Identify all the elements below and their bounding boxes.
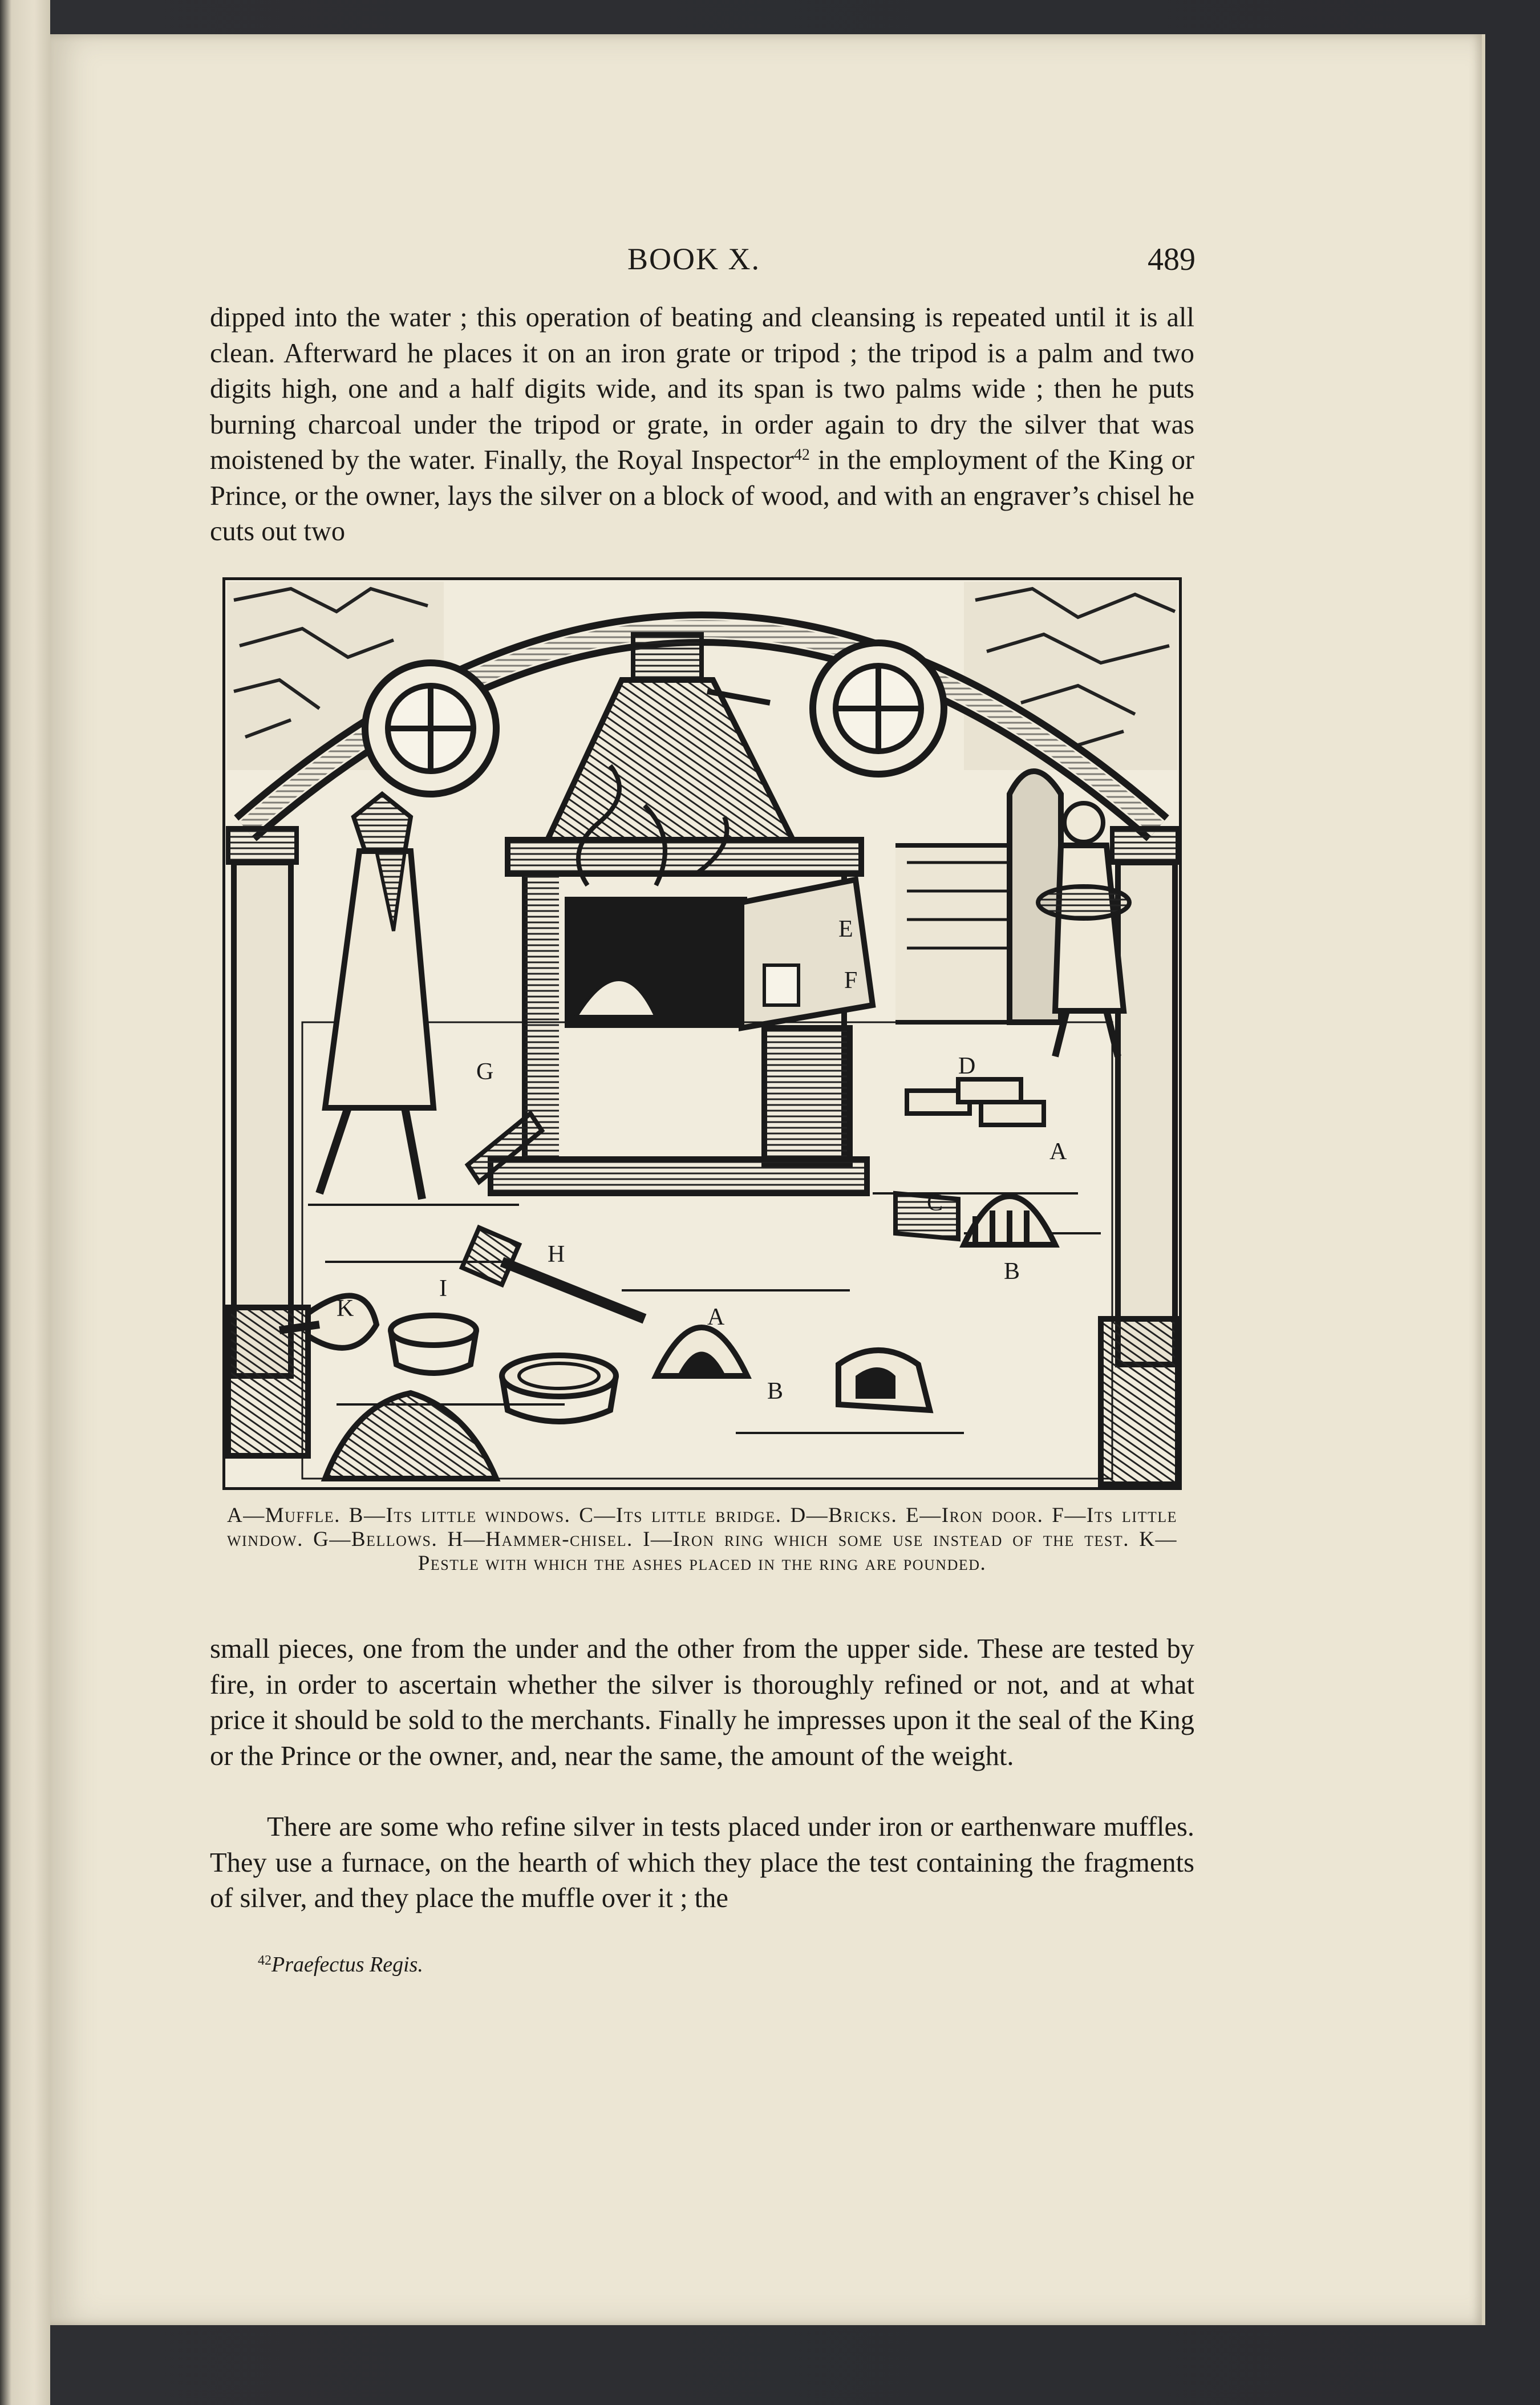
paragraph-1-text-b: in the employment of the King or Prince, or the owner, lays the silver on a block of wood, and with an engraver’s chisel he cuts out two bbox=[210, 445, 1195, 546]
label-I: I bbox=[439, 1276, 447, 1302]
door-little-window bbox=[764, 965, 799, 1005]
paragraph-3: There are some who refine silver in tests placed under iron or earthenware muffles. They use a furnace, on the hearth of which they place the test containing the fragments of silver, and they place the muffle over it ; the bbox=[210, 1812, 1194, 1913]
running-head: BOOK X. bbox=[627, 242, 761, 276]
woodcut-figure bbox=[222, 577, 1182, 1490]
label-F: F bbox=[844, 967, 858, 994]
footnote bbox=[258, 1952, 423, 1977]
label-A-bottom: A bbox=[707, 1304, 725, 1330]
footnote-reference[interactable]: 42 bbox=[793, 446, 810, 464]
label-B-bottom: B bbox=[767, 1378, 784, 1404]
iron-door bbox=[741, 880, 873, 1028]
figure-caption: A—Muffle. B—Its little windows. C—Its little bridge. D—Bricks. E—Iron door. F—Its little window. G—Bellows. H—Hammer-chisel. I—Iron ring which some use instead of the test. K—Pestle with which the ashes placed in the ring are pounded. bbox=[227, 1504, 1177, 1575]
footnote-number: 42 bbox=[258, 1953, 271, 1968]
round-window-left bbox=[365, 663, 496, 794]
page-number: 489 bbox=[1148, 242, 1195, 277]
label-B-right: B bbox=[1004, 1258, 1020, 1285]
paragraph-1-text-a: dipped into the water ; this operation of beating and cleansing is repeated until it is all clean. Afterward he places it on an iron grate or tripod ; the tripod is a palm and two digits high, one and a half digits wide, and its span is two palms wide ; then he puts burning charcoal under the tripod or grate, in order again to dry the silver that was moistened by the water. Finally, the Royal Inspector bbox=[210, 302, 1194, 475]
round-window-right bbox=[813, 643, 944, 774]
label-H: H bbox=[548, 1241, 565, 1268]
label-E: E bbox=[838, 916, 853, 942]
paragraph-2: small pieces, one from the under and the other from the upper side. These are tested by fire, in order to ascertain whether the silver is thoroughly refined or not, and at what price it should be sold to the merchants. Finally he impresses upon it the seal of the King or the Prince or the owner, and, near the same, the amount of the weight. bbox=[210, 1634, 1194, 1771]
label-K: K bbox=[337, 1295, 354, 1322]
paragraph-1 bbox=[210, 300, 1194, 550]
label-D: D bbox=[958, 1053, 976, 1079]
footnote-text: Praefectus Regis. bbox=[271, 1953, 423, 1977]
woodcut-illustration bbox=[222, 577, 1182, 1490]
facing-page-edge bbox=[0, 0, 50, 2405]
label-C: C bbox=[927, 1190, 943, 1216]
label-G: G bbox=[476, 1059, 494, 1085]
label-A-right: A bbox=[1049, 1139, 1067, 1165]
